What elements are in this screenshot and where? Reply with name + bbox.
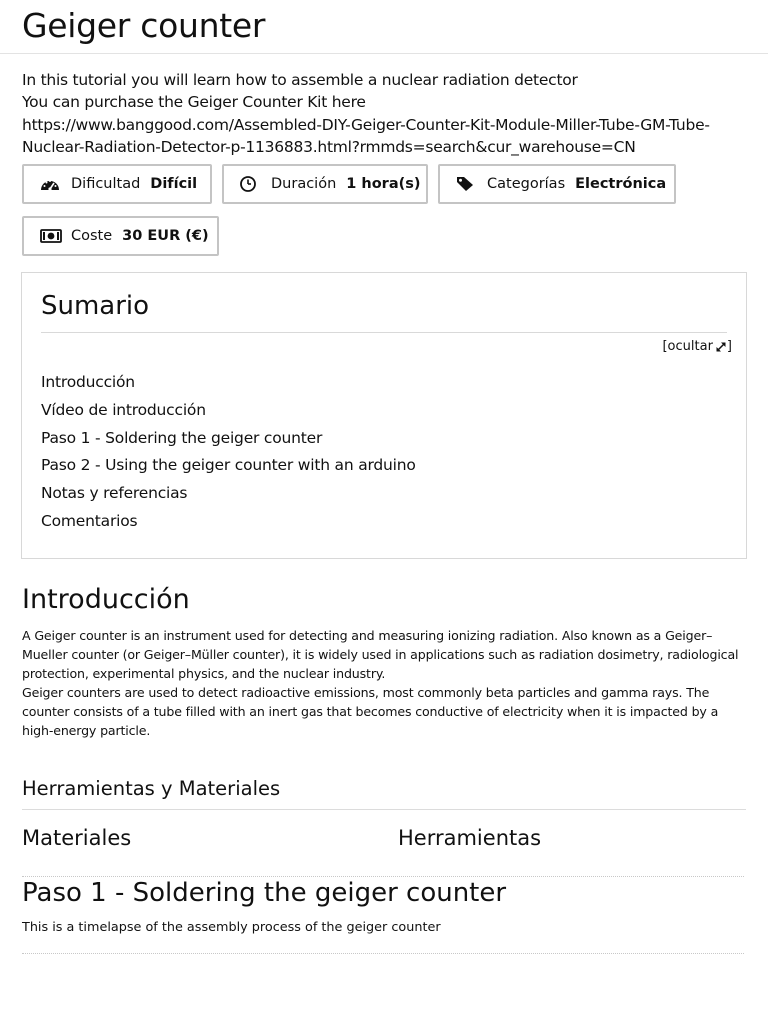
duration-value: 1 hora(s)	[346, 176, 421, 192]
difficulty-box	[22, 164, 212, 204]
categories-label: Categorías	[487, 176, 566, 192]
tag-icon	[456, 176, 478, 192]
toc-toggle	[662, 339, 732, 354]
step-1-heading: Paso 1 - Soldering the geiger counter	[22, 878, 507, 908]
toc-title: Sumario	[41, 291, 150, 321]
purchase-link-line-1[interactable]: https://www.banggood.com/Assembled-DIY-Geiger-Counter-Kit-Module-Miller-Tube-GM-Tube-	[22, 115, 710, 134]
cost-value: 30 EUR (€)	[122, 228, 209, 244]
toc-toggle-bracket-open: [	[662, 339, 668, 354]
gauge-icon	[40, 176, 62, 192]
toc-item-paso-1[interactable]: Paso 1 - Soldering the geiger counter	[41, 428, 323, 447]
toc-toggle-bracket-close: ]	[726, 339, 732, 354]
expand-arrows-icon[interactable]	[715, 341, 727, 353]
purchase-link-line-2[interactable]: Nuclear-Radiation-Detector-p-1136883.html?rmmds=search&cur_warehouse=CN	[22, 137, 636, 156]
difficulty-label: Dificultad	[71, 176, 141, 192]
difficulty-value: Difícil	[150, 176, 198, 192]
toc-divider	[41, 332, 727, 333]
toc-item-paso-2[interactable]: Paso 2 - Using the geiger counter with an arduino	[41, 456, 416, 475]
toc-item-introduccion[interactable]: Introducción	[41, 373, 135, 391]
tools-materials-heading: Herramientas y Materiales	[22, 777, 281, 800]
clock-icon	[240, 176, 262, 192]
cost-label: Coste	[71, 228, 113, 244]
tools-divider	[22, 809, 746, 810]
title-divider	[0, 53, 768, 54]
duration-box	[222, 164, 428, 204]
intro-line: In this tutorial you will learn how to assemble a nuclear radiation detector	[22, 71, 578, 89]
step-1-text: This is a timelapse of the assembly process of the geiger counter	[22, 920, 441, 935]
materials-heading: Materiales	[22, 826, 132, 850]
toc-item-comentarios[interactable]: Comentarios	[41, 511, 138, 530]
table-of-contents	[21, 272, 747, 559]
section-divider	[22, 876, 744, 877]
money-bill-icon	[40, 228, 62, 244]
intro-line: You can purchase the Geiger Counter Kit here	[22, 93, 366, 112]
duration-label: Duración	[271, 176, 337, 192]
toc-hide-label[interactable]: ocultar	[667, 339, 713, 354]
intro-text	[22, 69, 752, 158]
introduction-paragraph-1: A Geiger counter is an instrument used for detecting and measuring ionizing radiation. Also known as a Geiger–Mueller counter (or Geiger–Müller counter), it is widely used in applications such as radiation dosimetry, radiological protection, experimental physics, and the nuclear industry.	[22, 628, 739, 681]
toc-item-notas[interactable]: Notas y referencias	[41, 484, 188, 503]
introduction-heading: Introducción	[22, 584, 190, 615]
cost-box	[22, 216, 219, 256]
categories-value[interactable]: Electrónica	[575, 176, 667, 192]
toc-list	[41, 369, 416, 536]
tools-heading: Herramientas	[398, 826, 542, 850]
step-divider	[22, 953, 744, 954]
toc-hide-link[interactable]	[668, 339, 727, 354]
toc-item-video[interactable]: Vídeo de introducción	[41, 400, 206, 419]
introduction-paragraph-2: Geiger counters are used to detect radioactive emissions, most commonly beta particles and gamma rays. The counter consists of a tube filled with an inert gas that becomes conductive of electricity when it is impacted by a high-energy particle.	[22, 685, 719, 738]
page-title: Geiger counter	[22, 6, 266, 45]
categories-box	[438, 164, 676, 204]
